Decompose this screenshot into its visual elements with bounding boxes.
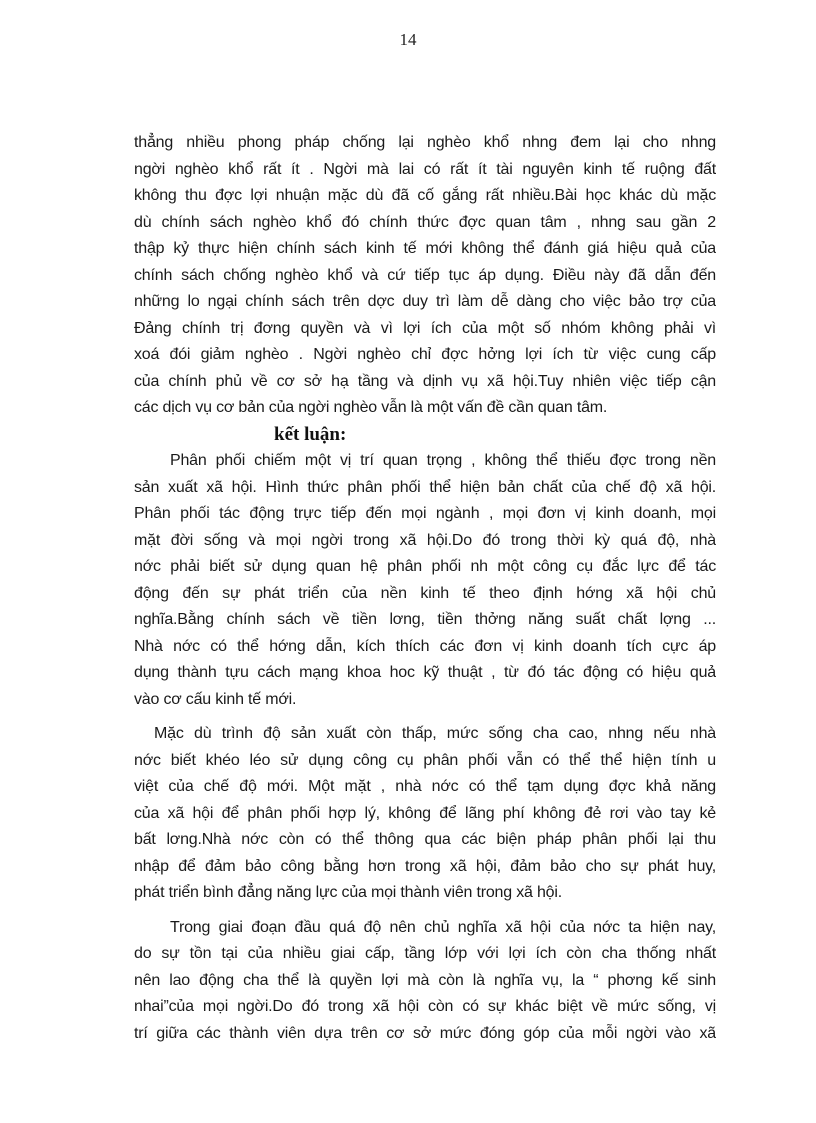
- paragraph-1: [134, 130, 716, 422]
- text-line: sản xuất xã hội. Hình thức phân phối thể hiện bản chất của chế độ xã hội.: [134, 478, 716, 496]
- text-line: nớc biết khéo léo sử dụng công cụ phân phối vẫn có thể thể hiện tính u: [134, 751, 716, 769]
- text-line: không thu đợc lợi nhuận mặc dù đã cố gắng rất nhiều.Bài học khác dù mặc: [134, 187, 716, 204]
- text-line: dù chính sách nghèo khổ đó chính thức đợc quan tâm , nhng sau gần 2: [134, 213, 716, 231]
- text-line: Phân phối tác động trực tiếp đến mọi ngành , mọi đơn vị kinh doanh, mọi: [134, 505, 716, 522]
- paragraph-4: [134, 915, 716, 1048]
- text-line: nghĩa.Bằng chính sách về tiền lơng, tiền thởng năng suất chất lợng ...: [134, 611, 716, 628]
- document-body: [134, 130, 716, 1047]
- text-line: nên lao động cha thể là quyền lợi mà còn là nghĩa vụ, la “ phơng kế sinh: [134, 971, 716, 989]
- text-line: thập kỷ thực hiện chính sách kinh tế mới không thể đánh giá hiệu quả của: [134, 240, 716, 257]
- text-line: nhập để đảm bảo công bằng hơn trong xã hội, đảm bảo cho sự phát huy,: [134, 857, 716, 875]
- conclusion-heading: kết luận:: [274, 423, 347, 445]
- text-line: bất lơng.Nhà nớc còn có thể thông qua các biện pháp phân phối lại thu: [134, 831, 716, 848]
- text-line: ngời nghèo khổ rất ít . Ngời mà lai có rất ít tài nguyên kinh tế ruộng đất: [134, 160, 716, 178]
- paragraph-3: [134, 721, 716, 907]
- text-line: Trong giai đoạn đầu quá độ nên chủ nghĩa xã hội của nớc ta hiện nay,: [170, 918, 716, 936]
- text-line: vào cơ cấu kinh tế mới.: [134, 690, 297, 708]
- text-line: của xã hội để phân phối hợp lý, không để lãng phí không đẻ rơi vào tay kẻ: [134, 804, 716, 822]
- text-line: xoá đói giảm nghèo . Ngời nghèo chỉ đợc hởng lợi ích từ việc cung cấp: [134, 346, 716, 363]
- text-line: chính sách chống nghèo khổ và cứ tiếp tục áp dụng. Điều này đã dẫn đến: [134, 266, 716, 284]
- text-line: động đến sự phát triển của nền kinh tế theo định hớng xã hội chủ: [134, 584, 716, 602]
- text-line: của chính phủ về cơ sở hạ tầng và dịnh vụ xã hội.Tuy nhiên việc tiếp cận: [134, 372, 716, 390]
- text-line: nhai”của mọi ngời.Do đó trong xã hội còn có sự khác biệt về mức sống, vị: [134, 998, 716, 1015]
- text-line: phát triển bình đẳng năng lực của mọi thành viên trong xã hội.: [134, 884, 562, 901]
- text-line: Đảng chính trị đơng quyền và vì lợi ích của một số nhóm không phải vì: [134, 319, 716, 337]
- text-line: nớc phải biết sử dụng quan hệ phân phối nh một công cụ đắc lực để tác: [134, 558, 716, 575]
- text-line: mặt đời sống và mọi ngời trong xã hội.Do đó trong thời kỳ quá độ, nhà: [134, 531, 716, 549]
- paragraph-gap: [134, 713, 716, 721]
- text-line: Mặc dù trình độ sản xuất còn thấp, mức sống cha cao, nhng nếu nhà: [154, 725, 716, 742]
- text-line: các dịch vụ cơ bản của ngời nghèo vẫn là một vấn đề cần quan tâm.: [134, 399, 608, 416]
- text-line: những lo ngại chính sách trên dợc duy trì làm dễ dàng cho việc bảo trợ của: [134, 293, 716, 310]
- paragraph-2: [134, 448, 716, 713]
- text-line: Nhà nớc có thể hớng dẫn, kích thích các đơn vị kinh doanh tích cực áp: [134, 637, 716, 655]
- text-line: Phân phối chiếm một vị trí quan trọng , không thể thiếu đợc trong nền: [170, 452, 716, 469]
- text-line: trí giữa các thành viên dựa trên cơ sở mức đóng góp của mỗi ngời vào xã: [134, 1024, 716, 1042]
- text-line: dụng thành tựu cách mạng khoa hoc kỹ thuật , từ đó tác động có hiệu quả: [134, 664, 716, 681]
- paragraph-gap: [134, 907, 716, 915]
- page-number: 14: [399, 30, 417, 49]
- text-line: do sự tồn tại của nhiều giai cấp, tầng lớp với lợi ích còn cha thống nhất: [134, 945, 716, 962]
- text-line: thẳng nhiều phong pháp chống lại nghèo khổ nhng đem lại cho nhng: [134, 134, 716, 151]
- text-line: việt của chế độ mới. Một mặt , nhà nớc có thể tạm dụng đợc khả năng: [134, 778, 716, 795]
